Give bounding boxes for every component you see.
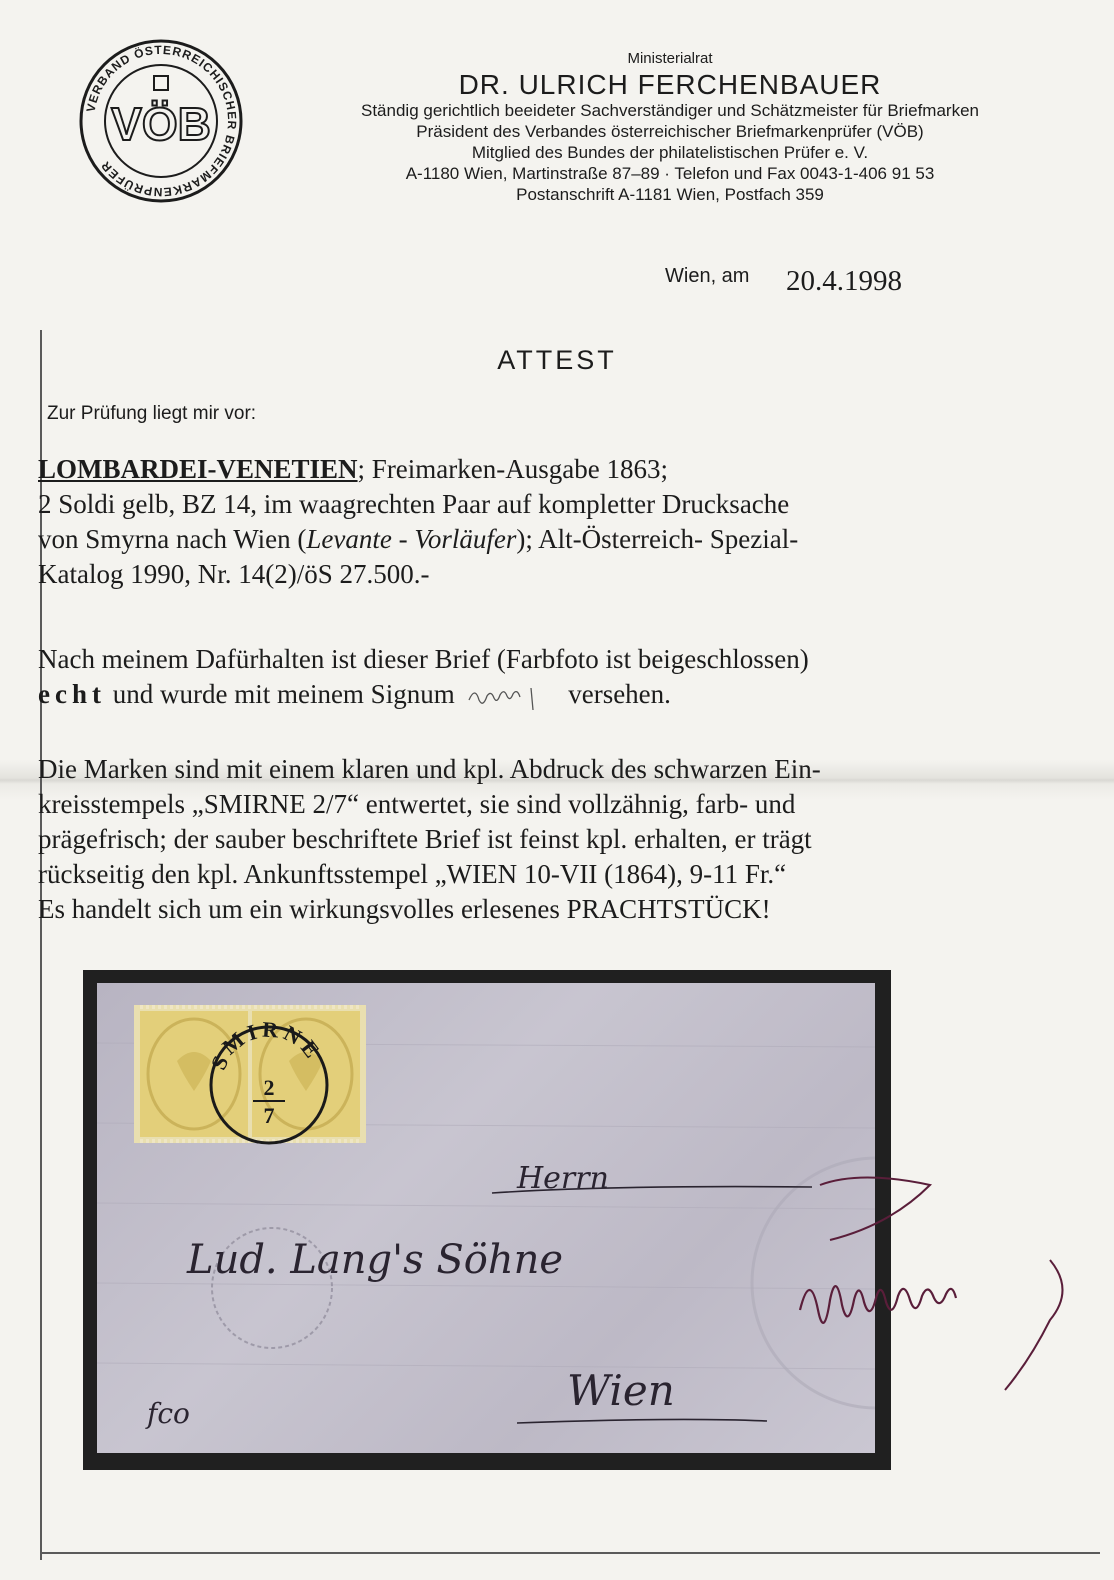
echt-word: echt [38, 679, 106, 709]
seal-center-text: VÖB [111, 98, 211, 150]
address-line-3: Wien [567, 1366, 675, 1415]
country-name: LOMBARDEI-VENETIEN [38, 454, 358, 484]
letterhead-address: A-1180 Wien, Martinstraße 87–89 · Telefon und Fax 0043-1-406 91 53 [405, 164, 935, 183]
frame-bottom-border [40, 1552, 1100, 1554]
postmark-month: 7 [263, 1103, 275, 1128]
letterhead-line-3: Mitglied des Bundes der philatelistischen Prüfer e. V. [471, 143, 869, 162]
franco-note: fco [147, 1397, 190, 1430]
inline-signum [461, 682, 561, 712]
address-line-2: Lud. Lang's Söhne [187, 1237, 564, 1283]
letterhead-postal-address: Postanschrift A-1181 Wien, Postfach 359 [516, 185, 824, 204]
date-label: Wien, am [665, 265, 750, 287]
description-paragraph: LOMBARDEI-VENETIEN; Freimarken-Ausgabe 1863; 2 Soldi gelb, BZ 14, im waagrechten Paar auf kompletter Drucksache von Smyrna nach Wien (Levante - Vorläufer); Alt-Österreich- Spezial- Katalog 1990, Nr. 14(2)/öS 27.500.- [38, 454, 799, 589]
attest-heading: ATTEST [497, 345, 617, 375]
intro-text: Zur Prüfung liegt mir vor: [47, 403, 257, 424]
address-line-1: Herrn [517, 1161, 609, 1196]
voeb-seal [76, 36, 246, 206]
examiner-signature [780, 1150, 1100, 1410]
opinion-paragraph: Nach meinem Dafürhalten ist dieser Brief (Farbfoto ist beigeschlossen) echt und wurde mit meinem Signum versehen. [38, 642, 809, 712]
letterhead-line-2: Präsident des Verbandes österreichischer Briefmarkenprüfer (VÖB) [416, 122, 924, 141]
postmark-town: SMIRNE [205, 1016, 328, 1074]
letterhead-line-1: Ständig gerichtlich beeideter Sachverständiger und Schätzmeister für Briefmarken [361, 101, 979, 120]
envelope-image [97, 983, 875, 1453]
condition-paragraph: Die Marken sind mit einem klaren und kpl. Abdruck des schwarzen Ein- kreisstempels „SMIRNE 2/7“ entwertet, sie sind vollzähnig, farb- und prägefrisch; der sauber beschriftete Brief ist feinst kpl. erhalten, er trägt rückseitig den kpl. Ankunftsstempel „WIEN 10-VII (1864), 9-11 Fr.“ Es handelt sich um ein wirkungsvolles erlesenes PRACHTSTÜCK! [38, 754, 821, 924]
postmark-day: 2 [263, 1075, 275, 1100]
letterhead-title: Ministerialrat [627, 50, 713, 67]
date-value: 20.4.1998 [786, 265, 902, 297]
letterhead-name: DR. ULRICH FERCHENBAUER [458, 69, 882, 100]
levante-italic: Levante - Vorläufer [306, 524, 517, 554]
handwritten-address [145, 1161, 675, 1430]
seal-ring-text: VERBAND ÖSTERREICHISCHER BRIEFMARKENPRÜFER [83, 42, 240, 200]
